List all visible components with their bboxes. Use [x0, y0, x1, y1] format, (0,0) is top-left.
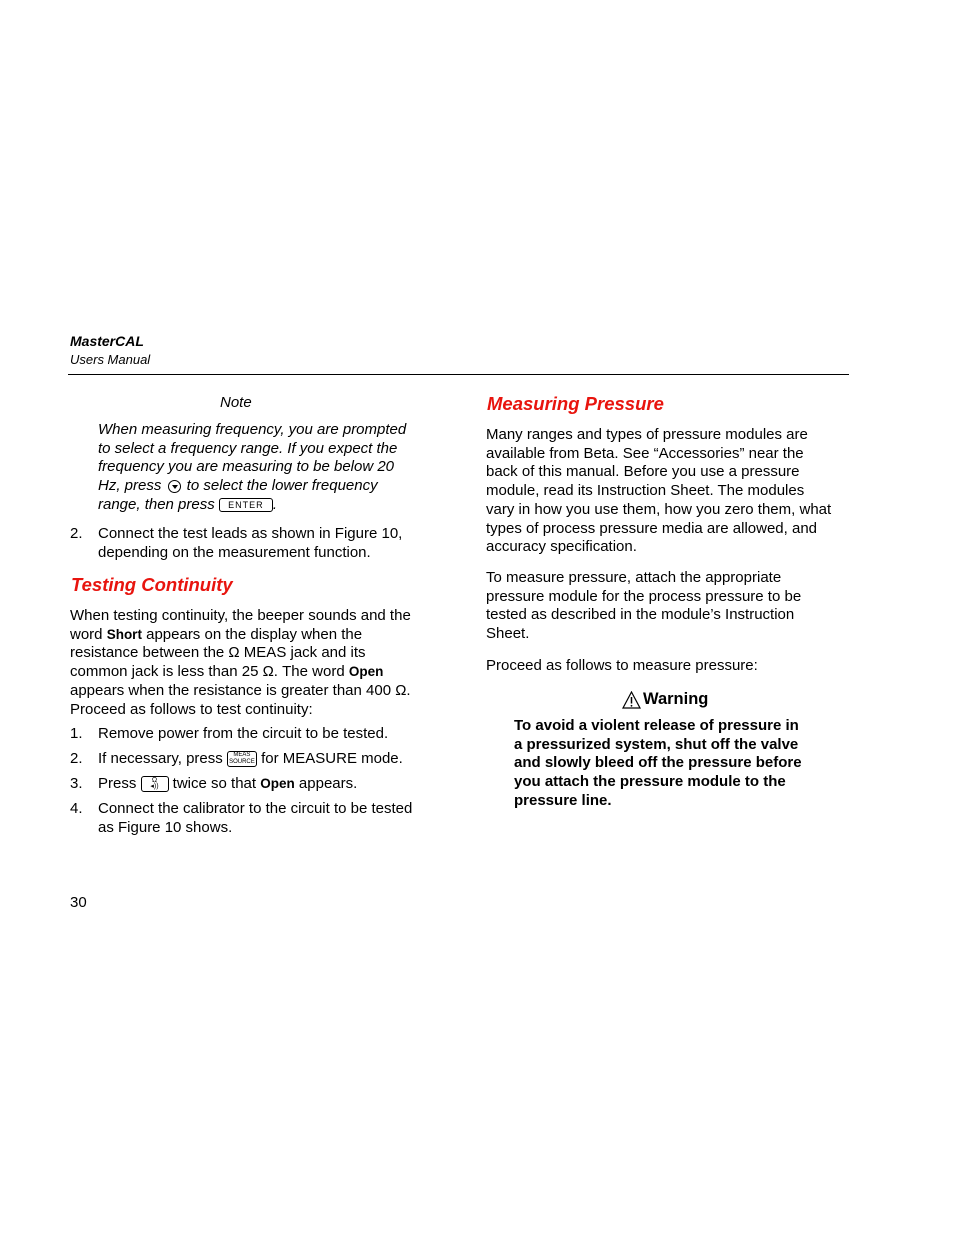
pressure-paragraph-2: To measure pressure, attach the appropriate pressure module for the process pressure to be tested as described in the module’s Instruction Sheet.	[486, 569, 802, 643]
open-display-word: Open	[348, 664, 384, 680]
list-item-2	[70, 525, 430, 563]
list-text: Connect the test leads as shown in Figure 10, depending on the measurement function.	[98, 525, 403, 561]
pressure-paragraph-3: Proceed as follows to measure pressure:	[486, 657, 758, 674]
note-text-3: .	[272, 495, 278, 513]
manual-subtitle: Users Manual	[70, 352, 151, 367]
list-number: 2.	[70, 525, 83, 542]
down-arrow-button-icon	[168, 480, 181, 493]
page-number: 30	[70, 894, 87, 911]
step-3: 3. Press Ω ◂)) twice so that Open appears.	[70, 775, 358, 792]
warning-text: To avoid a violent release of pressure in a pressurized system, shut off the valve and slowly bleed off the pressure before you attach the pressure module to the pressure line.	[514, 717, 802, 809]
note-label: Note	[220, 394, 252, 411]
open-key-icon: Ω ◂))	[141, 776, 169, 792]
meas-source-key: MEAS SOURCE	[227, 751, 257, 767]
note-text-2: to select the lower frequency range, then press	[98, 477, 378, 513]
open-display-word: Open	[260, 776, 295, 791]
pressure-paragraph-1: Many ranges and types of pressure modules are available from Beta. See “Accessories” near the back of this manual. Before you use a pressure module, read its Instruction Sheet. The modules vary in how you use them, how you zero them, what types of process pressure media are allowed, and accuracy specification.	[486, 426, 832, 556]
testing-continuity-heading: Testing Continuity	[71, 574, 233, 595]
step-2: 2. If necessary, press MEAS SOURCE for MEASURE mode.	[70, 750, 403, 767]
continuity-paragraph: When testing continuity, the beeper sounds and the word Short appears on the display when the resistance between the Ω MEAS jack and its common jack is less than 25 Ω. The word Open appears when the resistance is greater than 400 Ω. Proceed as follows to test continuity:	[70, 607, 411, 718]
manual-title: MasterCAL	[70, 333, 144, 349]
measuring-pressure-heading: Measuring Pressure	[487, 393, 664, 414]
step-4: 4. Connect the calibrator to the circuit to be tested as Figure 10 shows.	[70, 800, 413, 836]
enter-key: ENTER	[219, 498, 273, 512]
step-1: 1. Remove power from the circuit to be tested.	[70, 725, 389, 742]
short-display-word: Short	[106, 626, 142, 642]
warning-title: Warning	[643, 690, 709, 708]
header-rule	[68, 374, 849, 375]
warning-triangle-icon	[622, 691, 641, 709]
note-body	[98, 421, 418, 515]
note-text-1: When measuring frequency, you are prompted to select a frequency range. If you expect the frequency you are measuring to be below 20 Hz, press	[98, 421, 407, 495]
